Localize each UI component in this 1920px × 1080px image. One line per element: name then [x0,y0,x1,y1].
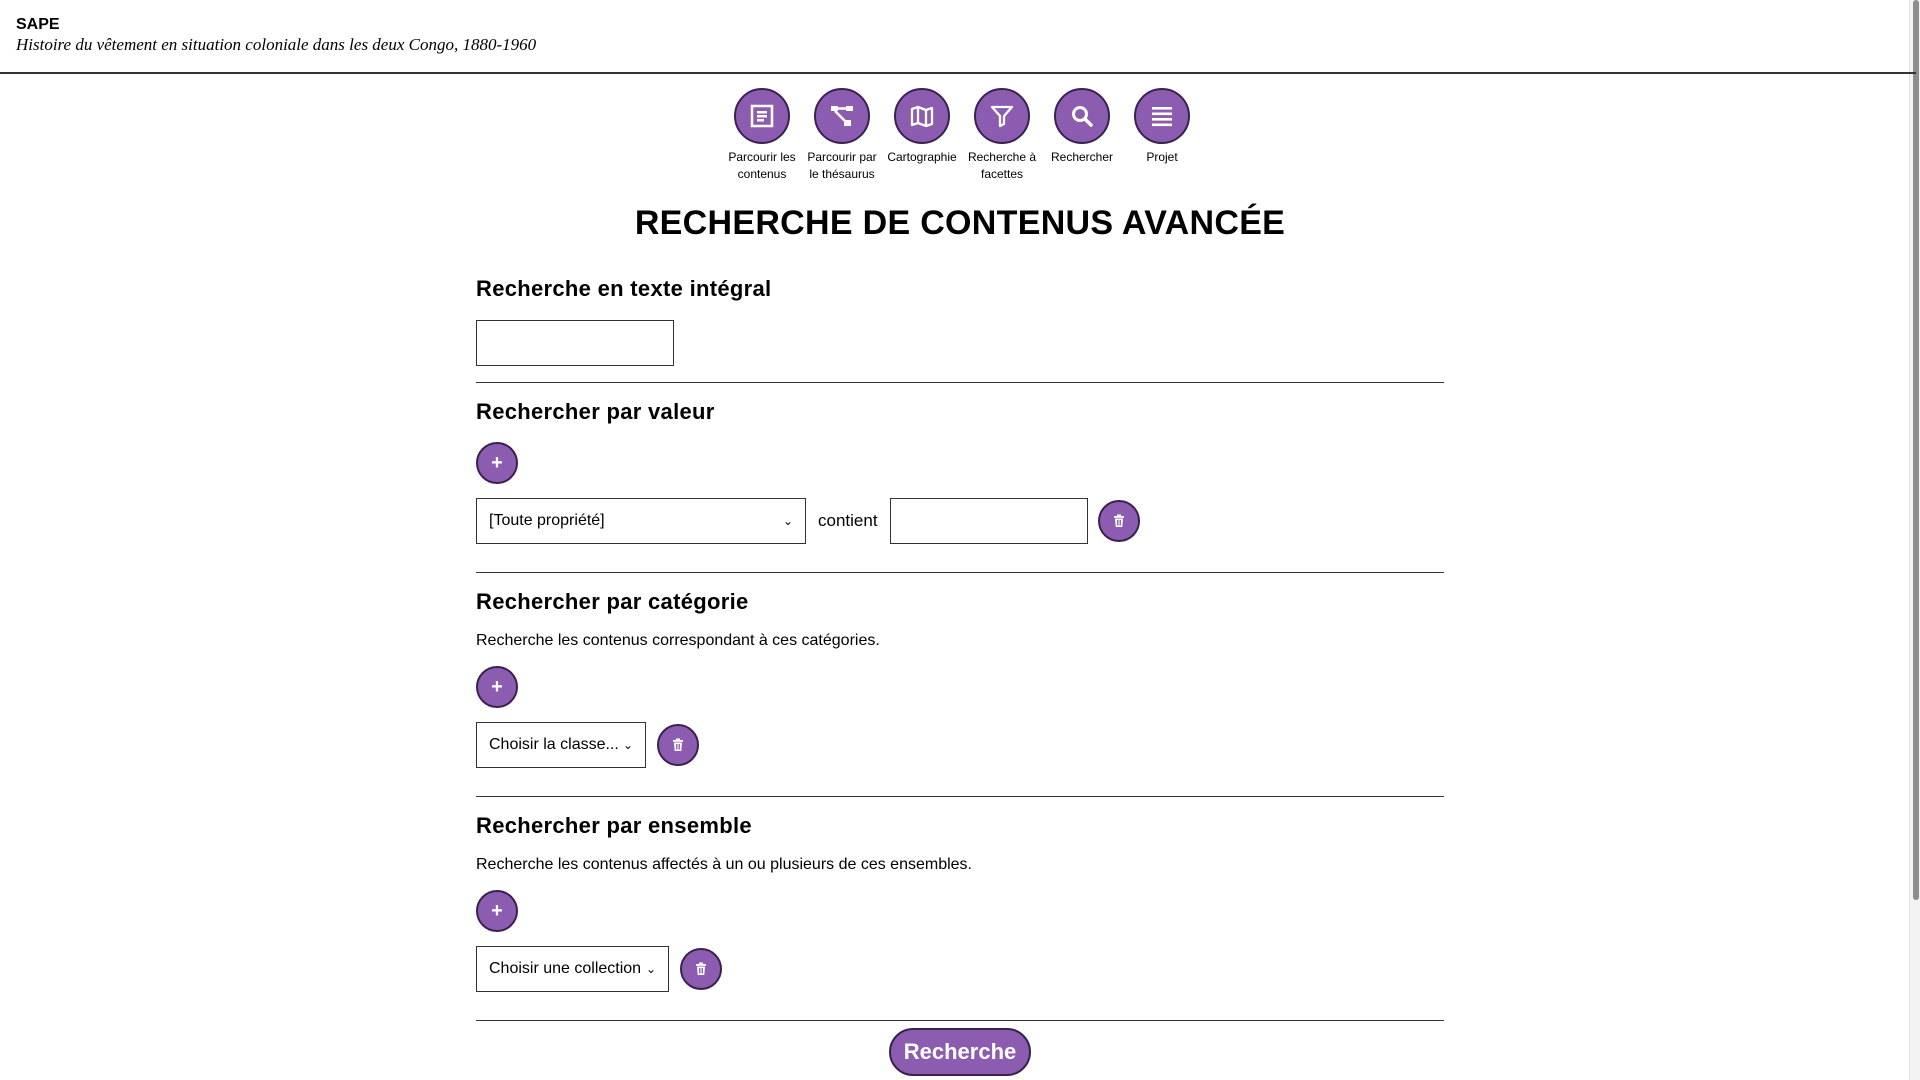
site-header [0,0,1916,74]
trash-icon [1112,514,1126,528]
value-heading: Rechercher par valeur [476,399,715,424]
submit-search-button[interactable]: Recherche [889,1028,1031,1076]
set-row [476,946,1444,992]
class-description: Recherche les contenus correspondant à ces catégories. [476,632,880,649]
value-section [476,399,1444,544]
class-row [476,722,1444,768]
class-section [476,589,1444,768]
class-select-value: Choisir la classe... [489,736,619,753]
add-class-button[interactable]: + [476,666,518,708]
search-icon[interactable] [1054,88,1110,144]
nav-label-facets: Recherche à facettes [967,150,1037,181]
nav-item-facets[interactable] [962,88,1042,183]
scrollbar-track[interactable] [1909,0,1920,1080]
nav-label-thesaurus: Parcourir par le thésaurus [807,150,877,181]
trash-icon [671,738,685,752]
class-select[interactable] [476,722,646,768]
filter-icon[interactable] [974,88,1030,144]
set-heading: Rechercher par ensemble [476,813,752,838]
section-divider [476,572,1444,573]
page-title: RECHERCHE DE CONTENUS AVANCÉE [634,204,1286,242]
nav-label-map: Cartographie [887,150,957,164]
scrollbar-thumb[interactable] [1913,0,1919,900]
fulltext-input[interactable] [476,320,674,366]
set-section [476,813,1444,992]
delete-set-button[interactable] [680,948,722,990]
nav-item-map[interactable] [882,88,962,183]
fulltext-section [476,276,1444,366]
operator-label: contient [818,511,878,530]
set-description: Recherche les contenus affectés à un ou plusieurs de ces ensembles. [476,856,972,873]
collection-select[interactable] [476,946,669,992]
add-value-button[interactable]: + [476,442,518,484]
trash-icon [694,962,708,976]
chevron-down-icon: ⌄ [782,514,793,528]
thesaurus-tree-icon[interactable] [814,88,870,144]
section-divider [476,796,1444,797]
value-row [476,498,1444,544]
site-subtitle: Histoire du vêtement en situation coloniale dans les deux Congo, 1880-1960 [16,35,537,54]
nav-label-browse: Parcourir les contenus [728,150,796,181]
delete-value-button[interactable] [1098,500,1140,542]
class-heading: Rechercher par catégorie [476,589,749,614]
nav-item-browse[interactable] [722,88,802,183]
delete-class-button[interactable] [657,724,699,766]
nav-label-project: Projet [1146,150,1178,164]
collection-select-value: Choisir une collection [489,960,642,977]
nav-label-search: Rechercher [1050,150,1114,164]
main-nav [722,88,1202,183]
section-divider [476,382,1444,383]
nav-item-project[interactable] [1122,88,1202,183]
add-set-button[interactable]: + [476,890,518,932]
property-select-value: [Toute propriété] [489,512,605,529]
menu-icon[interactable] [1134,88,1190,144]
chevron-down-icon: ⌄ [645,962,656,976]
nav-item-search[interactable] [1042,88,1122,183]
fulltext-heading: Recherche en texte intégral [476,276,772,301]
chevron-down-icon: ⌄ [622,738,633,752]
map-icon[interactable] [894,88,950,144]
site-title[interactable]: SAPE [16,16,60,33]
nav-item-thesaurus[interactable] [802,88,882,183]
advanced-search-form [476,270,1444,1021]
property-select[interactable] [476,498,806,544]
section-divider [476,1020,1444,1021]
browse-icon[interactable] [734,88,790,144]
value-input[interactable] [890,498,1088,544]
